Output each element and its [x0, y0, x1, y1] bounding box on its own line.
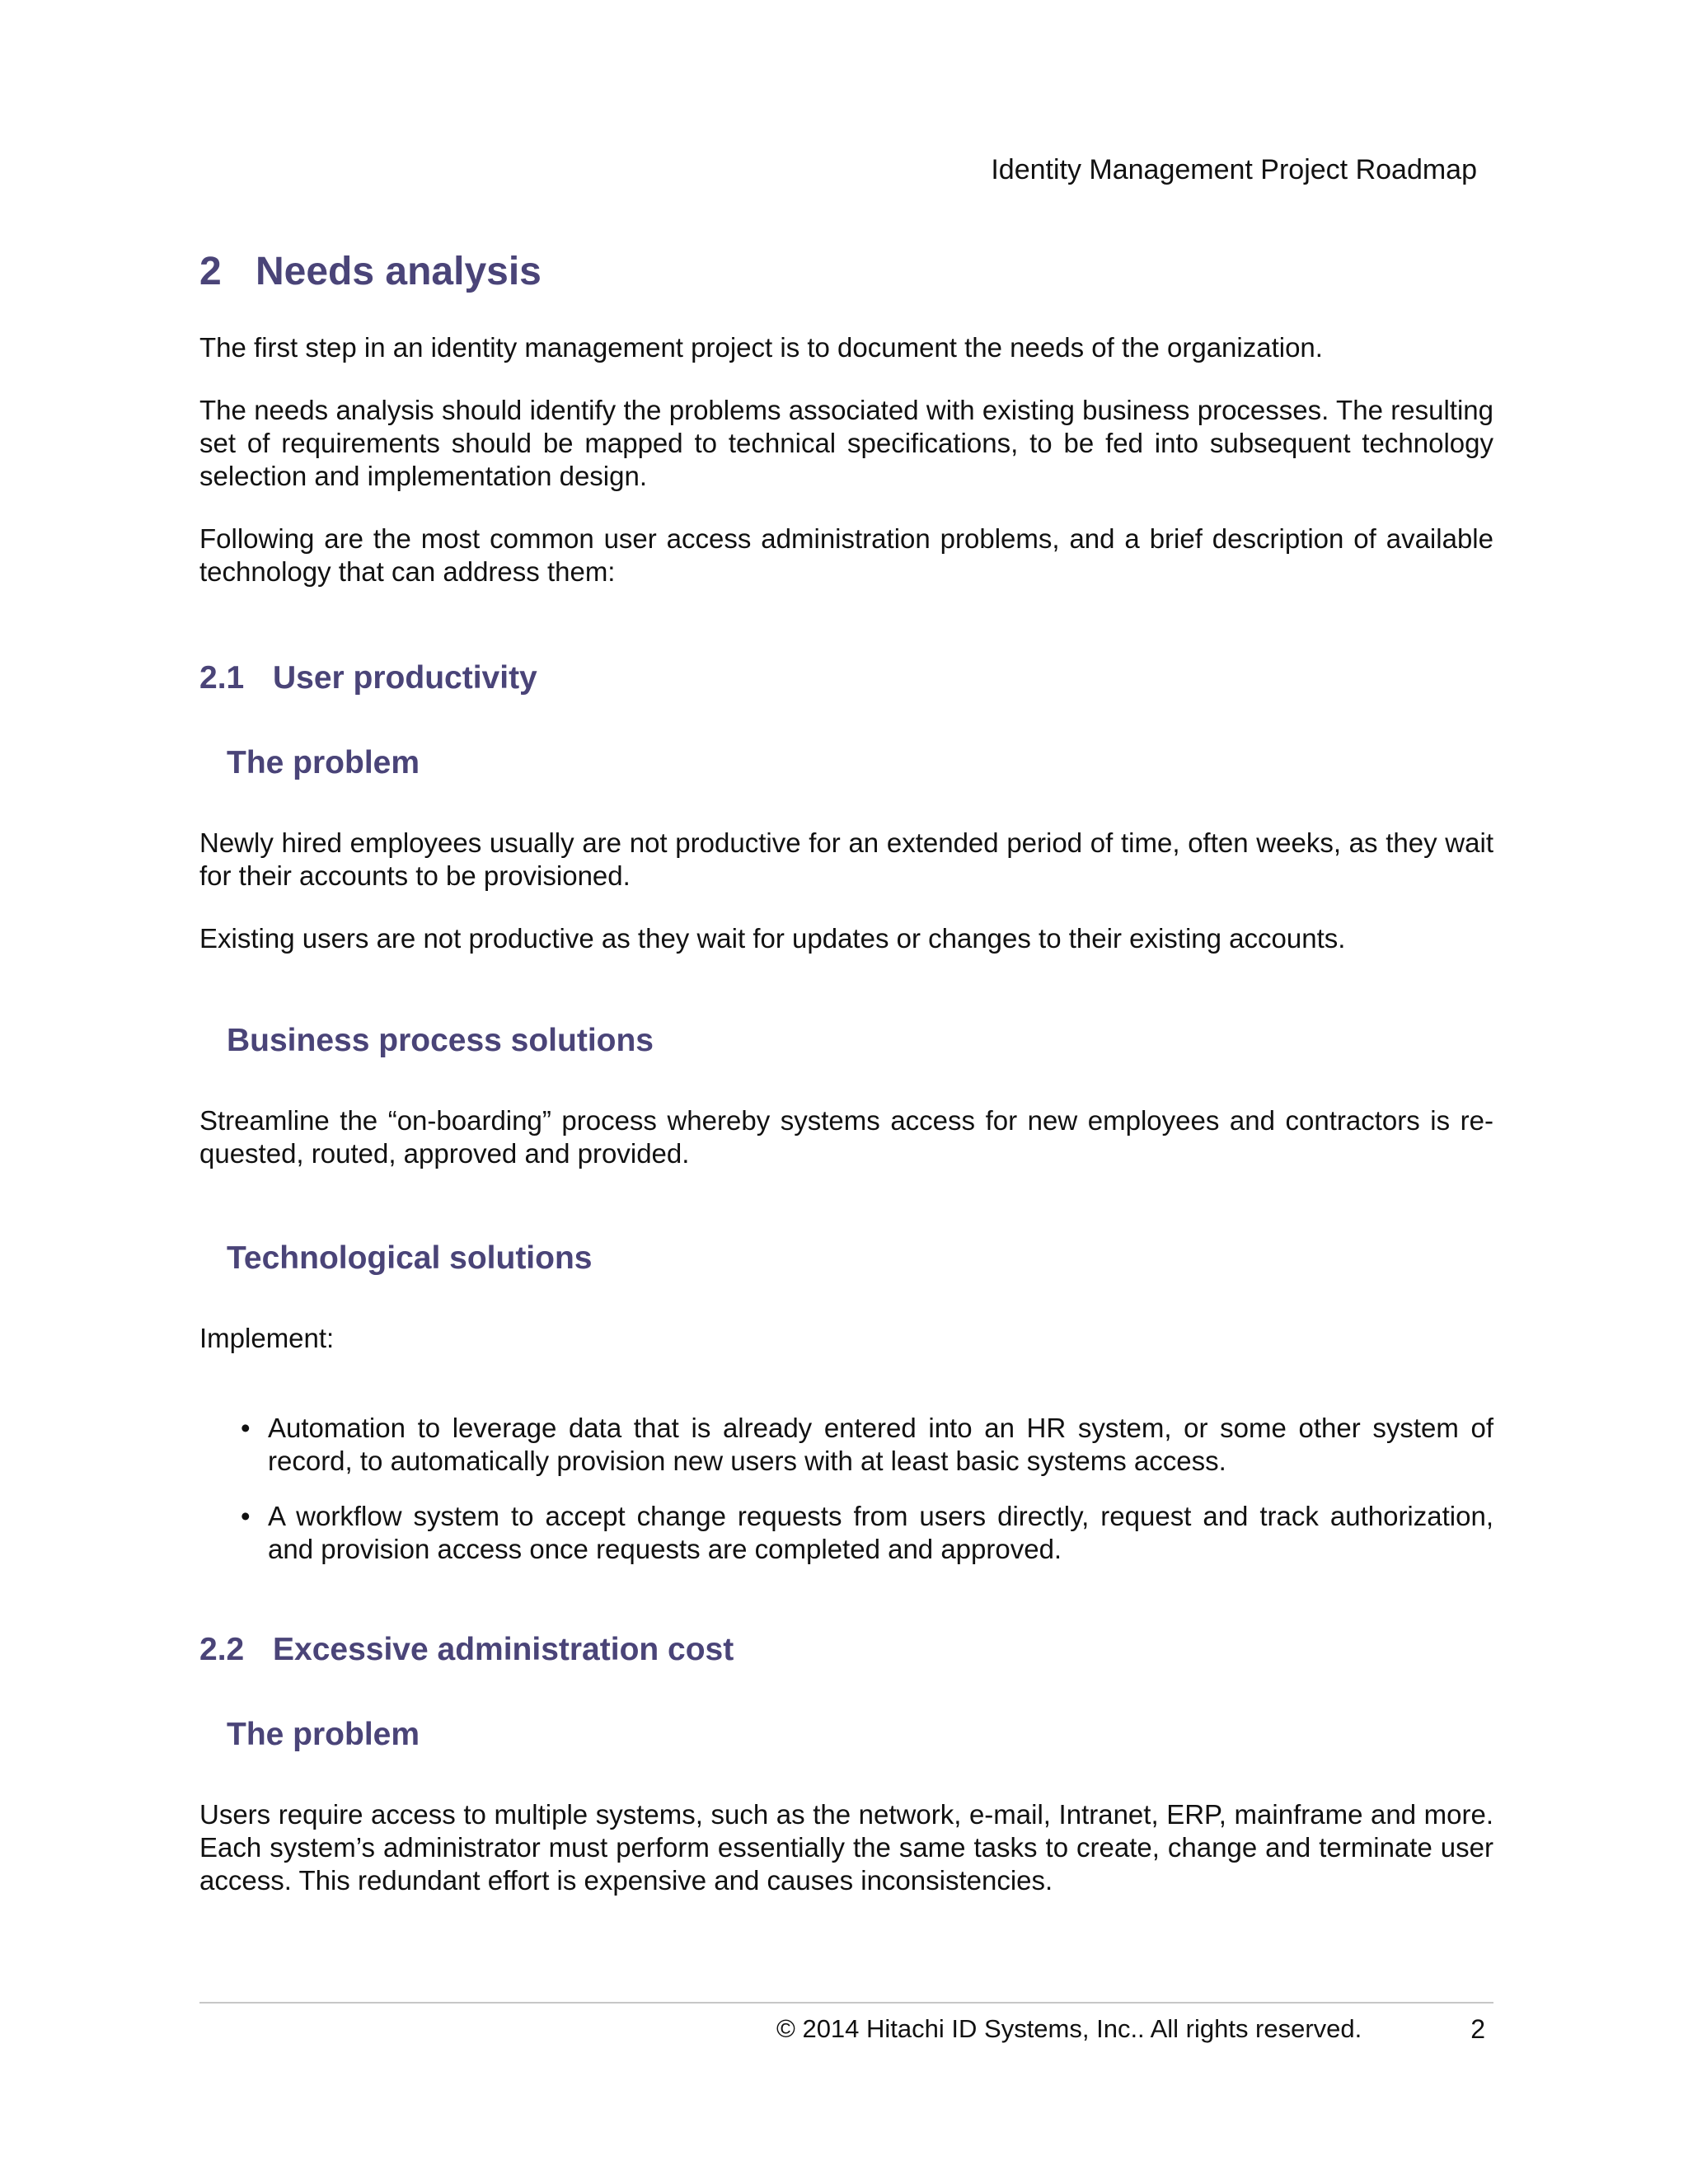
problem-heading: The problem	[227, 1717, 420, 1752]
list-item-text: Automation to leverage data that is already entered into an HR system, or some other system of record, to automatically provision new users with at least basic systems access.	[268, 1413, 1493, 1476]
subsection-number: 2.2	[199, 1632, 245, 1667]
section-heading	[199, 247, 1493, 297]
list-item	[199, 1412, 1493, 1478]
subsection-title: Excessive administration cost	[273, 1632, 734, 1667]
implement-label: Implement:	[199, 1323, 335, 1353]
list-item	[199, 1500, 1493, 1566]
subsection-heading-user-productivity	[199, 658, 1493, 699]
bullet-icon: •	[241, 1501, 251, 1531]
admin-cost-problem-paragraph: Users require access to multiple systems, such as the network, e-mail, Intranet, ERP, mainframe and more. Each system’s administrator must perform essentially the same tasks to create, change and terminate user access. This redundant effort is expensive and causes inconsistencies.	[199, 1799, 1493, 1896]
section-title: Needs analysis	[256, 250, 542, 293]
page-content	[199, 247, 1493, 1897]
subsection-title: User productivity	[273, 660, 537, 696]
solutions-list	[199, 1412, 1493, 1566]
business-solutions-heading: Business process solutions	[227, 1023, 654, 1058]
footer-copyright: © 2014 Hitachi ID Systems, Inc.. All rights reserved.	[776, 2014, 1362, 2043]
section-number: 2	[199, 250, 222, 293]
problem-paragraph-2: Existing users are not productive as they wait for updates or changes to their existing accounts.	[199, 923, 1346, 954]
subsection-number: 2.1	[199, 660, 245, 696]
technological-solutions-heading: Technological solutions	[227, 1240, 593, 1276]
intro-paragraph-2: The needs analysis should identify the problems associated with existing business processes. The resulting set of requirements should be mapped to technical specifications, to be fed into subsequent technology selection and implementation design.	[199, 395, 1493, 491]
running-header: Identity Management Project Roadmap	[991, 154, 1477, 185]
footer-divider	[199, 2002, 1493, 2004]
bullet-icon: •	[241, 1413, 251, 1443]
subsection-heading-admin-cost	[199, 1629, 1493, 1671]
intro-paragraph-3: Following are the most common user access administration problems, and a brief description of available technology that can address them:	[199, 523, 1493, 587]
business-solutions-paragraph: Streamline the “on-boarding” process whereby systems access for new employees and contractors is re-quested, routed, approved and provided.	[199, 1105, 1493, 1169]
problem-heading: The problem	[227, 745, 420, 780]
page-number: 2	[1470, 2014, 1485, 2044]
problem-paragraph-1: Newly hired employees usually are not productive for an extended period of time, often weeks, as they wait for their accounts to be provisioned.	[199, 827, 1493, 891]
list-item-text: A workflow system to accept change requests from users directly, request and track authorization, and provision access once requests are completed and approved.	[268, 1501, 1493, 1564]
intro-paragraph-1: The first step in an identity management project is to document the needs of the organization.	[199, 332, 1323, 363]
